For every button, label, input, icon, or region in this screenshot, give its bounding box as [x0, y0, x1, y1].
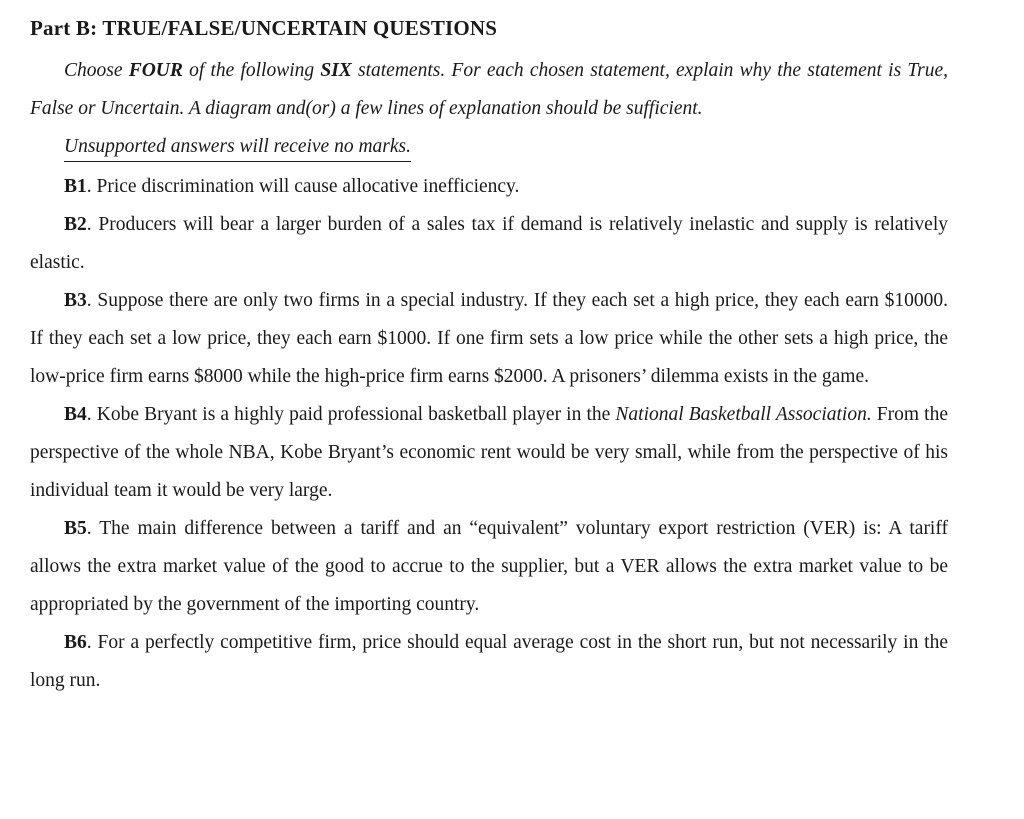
question-label: B2: [64, 214, 87, 235]
question-b4: B4. Kobe Bryant is a highly paid professional basketball player in the National Basketball Association. From the perspective of the whole NBA, Kobe Bryant’s economic rent would be very small, while from the perspective of his individual team it would be very large.: [30, 404, 948, 501]
document-page: [30, 14, 948, 700]
question-b3: B3. Suppose there are only two firms in a special industry. If they each set a high price, they each earn $10000. If they each set a low price, they each earn $1000. If one firm sets a low price while the other sets a high price, the low-price firm earns $8000 while the high-price firm earns $2000. A prisoners’ dilemma exists in the game.: [30, 290, 948, 387]
instructions-four: FOUR: [128, 60, 183, 81]
question-text: Suppose there are only two firms in a special industry. If they each set a high price, they each earn $10000. If they each set a low price, they each earn $1000. If one firm sets a low price while the other sets a high price, the low-price firm earns $8000 while the high-price firm earns $2000. A prisoners’ dilemma exists in the game.: [30, 290, 948, 387]
question-text: For a perfectly competitive firm, price should equal average cost in the short run, but not necessarily in the long run.: [30, 632, 948, 691]
part-title: Part B: TRUE/FALSE/UNCERTAIN QUESTIONS: [30, 16, 498, 40]
question-text: Producers will bear a larger burden of a sales tax if demand is relatively inelastic and supply is relatively elastic.: [30, 214, 948, 273]
question-b2: B2. Producers will bear a larger burden of a sales tax if demand is relatively inelastic and supply is relatively elastic.: [30, 214, 948, 273]
question-text-before: Kobe Bryant is a highly paid professional basketball player in the: [96, 404, 616, 425]
instructions-text-2: of the following: [182, 60, 321, 81]
instructions-text-1: Choose: [64, 60, 129, 81]
question-text-after: From the perspective of the whole NBA, Kobe Bryant’s economic rent would be very small, while from the perspective of his individual team it would be very large.: [30, 404, 948, 501]
unsupported-warning: Unsupported answers will receive no marks.: [64, 134, 411, 162]
question-text: Price discrimination will cause allocative inefficiency.: [96, 176, 520, 197]
instructions-text-3: statements. For each chosen statement, explain why the statement is True, False or Uncertain. A diagram and(or) a few lines of explanation should be sufficient.: [30, 60, 949, 119]
question-label: B4: [64, 404, 87, 425]
question-label: B5: [64, 518, 87, 539]
instructions-six: SIX: [320, 60, 352, 81]
question-b1: B1. Price discrimination will cause allocative inefficiency.: [64, 176, 520, 197]
question-label: B6: [64, 632, 87, 653]
nba-name: National Basketball Association.: [615, 404, 872, 425]
question-text: The main difference between a tariff and an “equivalent” voluntary export restriction (VER) is: A tariff allows the extra market value of the good to accrue to the supplier, but a VER allows the extra market value to be appropriated by the government of the importing country.: [30, 518, 948, 615]
question-label: B3: [64, 290, 87, 311]
question-label: B1: [64, 176, 87, 197]
question-b5: B5. The main difference between a tariff and an “equivalent” voluntary export restriction (VER) is: A tariff allows the extra market value of the good to accrue to the supplier, but a VER allows the extra market value to be appropriated by the government of the importing country.: [30, 518, 948, 615]
question-b6: B6. For a perfectly competitive firm, price should equal average cost in the short run, but not necessarily in the long run.: [30, 632, 948, 691]
instructions: [30, 52, 948, 128]
